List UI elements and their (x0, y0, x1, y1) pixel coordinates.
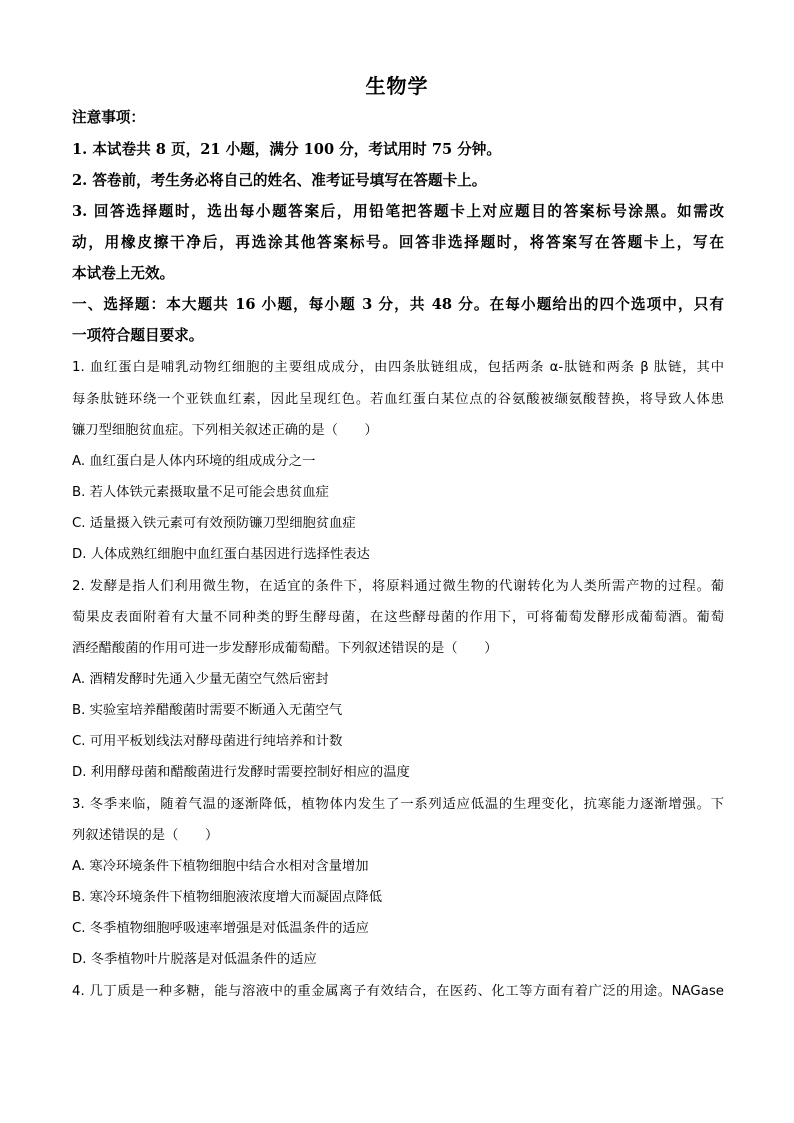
question-1-option-a: A. 血红蛋白是人体内环境的组成成分之一 (72, 454, 316, 469)
section-heading: 一、选择题：本大题共 16 小题，每小题 3 分，共 48 分。在每小题给出的四个选项中，只有 (72, 296, 724, 313)
question-1-line: 每条肽链环绕一个亚铁血红素，因此呈现红色。若血红蛋白某位点的谷氨酸被缬氨酸替换，将导致人体患 (72, 392, 724, 407)
page-title: 生物学 (365, 74, 429, 98)
question-3-line: 3. 冬季来临，随着气温的逐渐降低，植物体内发生了一系列适应低温的生理变化，抗寒能力逐渐增强。下 (72, 797, 724, 812)
question-2-option-b: B. 实验室培养醋酸菌时需要不断通入无菌空气 (72, 703, 343, 718)
question-2-line: 萄果皮表面附着有大量不同种类的野生酵母菌，在这些酵母菌的作用下，可将葡萄发酵形成葡萄酒。葡萄 (72, 610, 724, 625)
question-3-option-c: C. 冬季植物细胞呼吸速率增强是对低温条件的适应 (72, 921, 369, 936)
notice-item-3: 3. 回答选择题时，选出每小题答案后，用铅笔把答题卡上对应题目的答案标号涂黑。如需改 (72, 203, 724, 220)
section-heading-cont: 一项符合题目要求。 (72, 327, 204, 344)
question-3-option-b: B. 寒冷环境条件下植物细胞液浓度增大而凝固点降低 (72, 890, 383, 905)
question-3-line: 列叙述错误的是（ ） (72, 828, 219, 843)
question-2-line: 2. 发酵是指人们利用微生物，在适宜的条件下，将原料通过微生物的代谢转化为人类所需产物的过程。葡 (72, 579, 724, 594)
question-1-option-d: D. 人体成熟红细胞中血红蛋白基因进行选择性表达 (72, 547, 370, 562)
question-2-line: 酒经醋酸菌的作用可进一步发酵形成葡萄醋。下列叙述错误的是（ ） (72, 641, 498, 656)
notice-item-3-cont: 动，用橡皮擦干净后，再选涂其他答案标号。回答非选择题时，将答案写在答题卡上，写在 (72, 234, 724, 251)
question-2-option-d: D. 利用酵母菌和醋酸菌进行发酵时需要控制好相应的温度 (72, 765, 410, 780)
notice-item-1: 1. 本试卷共 8 页，21 小题，满分 100 分，考试用时 75 分钟。 (72, 141, 501, 158)
question-1-line: 镰刀型细胞贫血症。下列相关叙述正确的是（ ） (72, 423, 378, 438)
question-1-option-b: B. 若人体铁元素摄取量不足可能会患贫血症 (72, 485, 329, 500)
question-3-option-a: A. 寒冷环境条件下植物细胞中结合水相对含量增加 (72, 859, 369, 874)
notice-heading: 注意事项： (72, 109, 145, 126)
question-1-line: 1. 血红蛋白是哺乳动物红细胞的主要组成成分，由四条肽链组成，包括两条 α-肽链和两条 β 肽链，其中 (72, 360, 724, 375)
question-1-option-c: C. 适量摄入铁元素可有效预防镰刀型细胞贫血症 (72, 516, 356, 531)
notice-item-2: 2. 答卷前，考生务必将自己的姓名、准考证号填写在答题卡上。 (72, 172, 487, 189)
question-2-option-a: A. 酒精发酵时先通入少量无菌空气然后密封 (72, 672, 329, 687)
question-3-option-d: D. 冬季植物叶片脱落是对低温条件的适应 (72, 952, 317, 967)
question-4-line: 4. 几丁质是一种多糖，能与溶液中的重金属离子有效结合，在医药、化工等方面有着广泛的用途。NAGase (72, 984, 724, 999)
question-2-option-c: C. 可用平板划线法对酵母菌进行纯培养和计数 (72, 734, 343, 749)
notice-item-3-end: 本试卷上无效。 (72, 265, 175, 282)
